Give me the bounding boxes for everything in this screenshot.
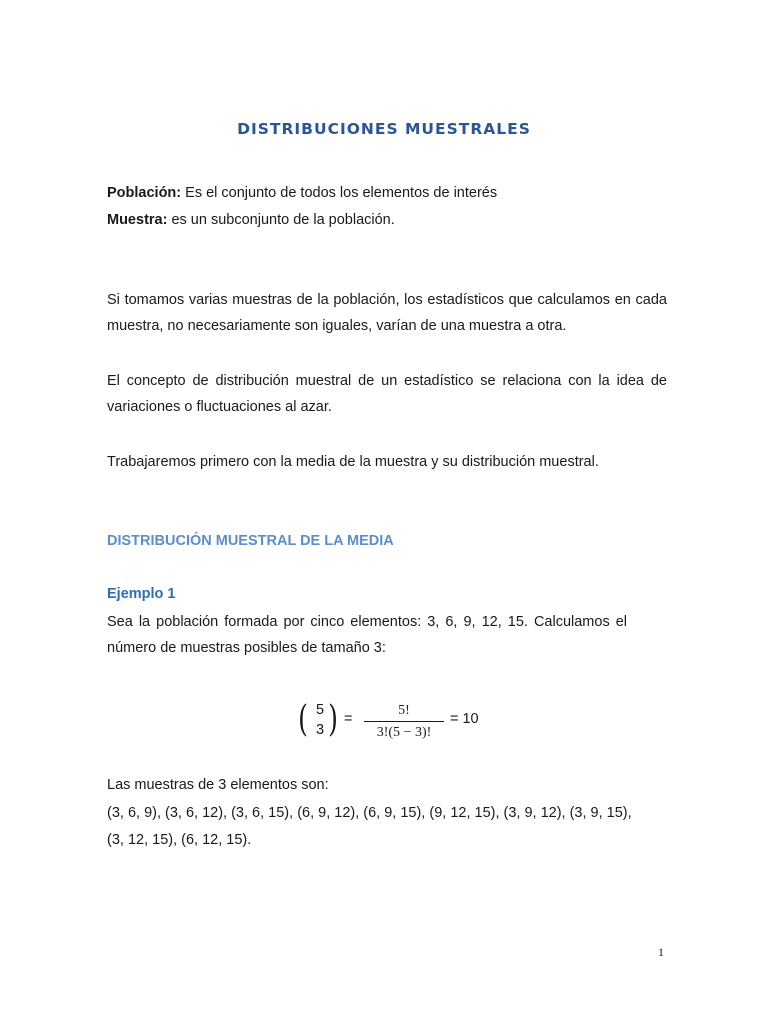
left-paren: ( [298,699,308,740]
paragraph-3: Trabajaremos primero con la media de la muestra y su distribución muestral. [107,454,599,470]
binom-top: 5 [315,702,325,718]
definition-poblacion [107,185,497,201]
example-intro [107,609,627,661]
page-number: 1 [658,945,664,959]
fraction-bar [364,721,444,722]
samples-line-1: (3, 6, 9), (3, 6, 12), (3, 6, 15), (6, 9, 12), (6, 9, 15), (9, 12, 15), (3, 9, 12), (3, 9, 15), [107,805,632,821]
example-heading: Ejemplo 1 [107,586,176,602]
samples-line-2: (3, 12, 15), (6, 12, 15). [107,832,252,848]
definition-muestra [107,212,395,228]
samples-label: Las muestras de 3 elementos son: [107,777,329,793]
paragraph-1-text: Si tomamos varias muestras de la población, los estadísticos que calculamos en cada muestra, no necesariamente son iguales, varían de una muestra a otra. [107,292,667,334]
paragraph-1 [107,287,667,339]
equals-sign: = [344,711,353,727]
binomial-coefficient [314,700,326,740]
muestra-term: Muestra: [107,212,168,228]
poblacion-term: Población: [107,185,182,201]
fraction-denominator: 3!(5 − 3)! [376,725,432,740]
poblacion-text: Es el conjunto de todos los elementos de interés [181,185,498,201]
binom-bottom: 3 [315,722,325,738]
formula-result: = 10 [450,711,479,727]
fraction-numerator: 5! [398,703,410,718]
paragraph-2 [107,368,667,420]
paragraph-2-text: El concepto de distribución muestral de un estadístico se relaciona con la idea de variaciones o fluctuaciones al azar. [107,373,667,415]
fraction [364,702,444,742]
muestra-text: es un subconjunto de la población. [167,212,395,228]
right-paren: ) [328,699,338,740]
binomial-formula [296,698,496,746]
section-heading: DISTRIBUCIÓN MUESTRAL DE LA MEDIA [107,533,394,549]
document-title: DISTRIBUCIONES MUESTRALES [237,120,531,138]
example-intro-text: Sea la población formada por cinco elementos: 3, 6, 9, 12, 15. Calculamos el número de muestras posibles de tamaño 3: [107,614,627,656]
